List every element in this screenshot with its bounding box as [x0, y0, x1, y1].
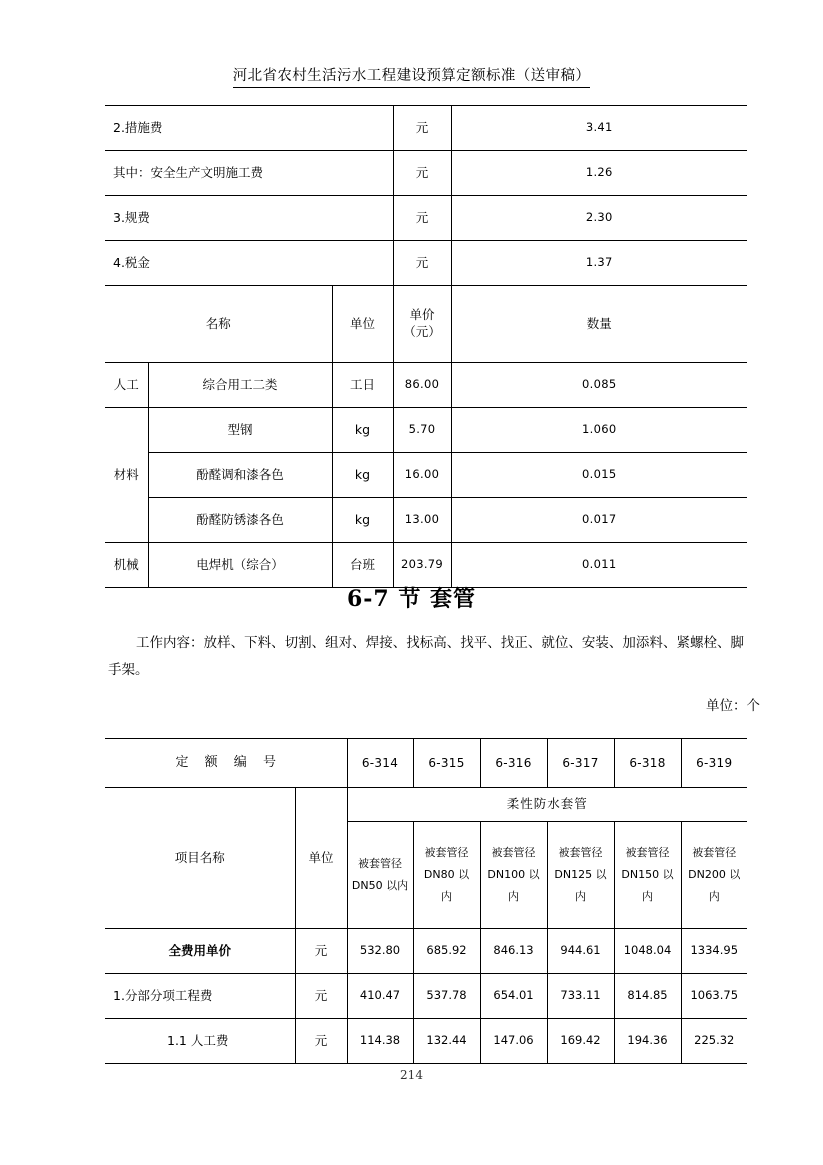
resource-item-price: 5.70	[393, 408, 451, 453]
spec-header: 被套管径 DN80 以 内	[413, 822, 480, 929]
resource-item-qty: 0.011	[451, 543, 747, 588]
resource-item-unit: kg	[332, 408, 393, 453]
table-row	[105, 453, 747, 498]
resource-item-unit: kg	[332, 453, 393, 498]
resource-quantity-header: 数量	[451, 286, 747, 363]
resource-item-unit: 台班	[332, 543, 393, 588]
spec-header: 被套管径 DN200 以内	[681, 822, 747, 929]
fee-unit: 元	[393, 151, 451, 196]
fee-value: 1.26	[451, 151, 747, 196]
resource-name-header: 名称	[105, 286, 332, 363]
spec-header: 被套管径 DN100 以内	[480, 822, 547, 929]
quota-number: 6-317	[547, 739, 614, 788]
quota-number-label: 定 额 编 号	[105, 739, 347, 788]
row-unit: 元	[295, 1019, 347, 1064]
quota-number: 6-318	[614, 739, 681, 788]
table-row	[105, 1019, 747, 1064]
row-value: 114.38	[347, 1019, 413, 1064]
table-row	[105, 974, 747, 1019]
group-header-row	[105, 788, 747, 822]
fee-unit: 元	[393, 196, 451, 241]
row-value: 654.01	[480, 974, 547, 1019]
resource-item-name: 型钢	[148, 408, 332, 453]
header-title: 河北省农村生活污水工程建设预算定额标准（送审稿）	[233, 69, 591, 88]
resource-header-row	[105, 286, 747, 363]
row-value: 169.42	[547, 1019, 614, 1064]
row-unit: 元	[295, 929, 347, 974]
resource-item-price: 203.79	[393, 543, 451, 588]
resource-item-qty: 0.017	[451, 498, 747, 543]
row-value: 733.11	[547, 974, 614, 1019]
row-value: 537.78	[413, 974, 480, 1019]
resource-group-label: 机械	[105, 543, 148, 588]
resource-unit-header: 单位	[332, 286, 393, 363]
row-label: 全费用单价	[105, 929, 295, 974]
item-name-header: 项目名称	[105, 788, 295, 929]
document-header	[0, 68, 823, 88]
table-row	[105, 929, 747, 974]
resource-item-name: 综合用工二类	[148, 363, 332, 408]
row-value: 1063.75	[681, 974, 747, 1019]
row-label: 1.1 人工费	[105, 1019, 295, 1064]
row-value: 1334.95	[681, 929, 747, 974]
row-label: 1.分部分项工程费	[105, 974, 295, 1019]
table-row	[105, 241, 747, 286]
table-row	[105, 408, 747, 453]
resource-item-price: 86.00	[393, 363, 451, 408]
page-number: 214	[400, 1068, 423, 1082]
row-value: 225.32	[681, 1019, 747, 1064]
spec-header: 被套管径 DN125 以 内	[547, 822, 614, 929]
fee-unit: 元	[393, 106, 451, 151]
resource-item-qty: 0.015	[451, 453, 747, 498]
quota-number-row	[105, 739, 747, 788]
fee-value: 3.41	[451, 106, 747, 151]
resource-group-label: 材料	[105, 408, 148, 543]
table-row	[105, 196, 747, 241]
resource-item-unit: kg	[332, 498, 393, 543]
row-value: 147.06	[480, 1019, 547, 1064]
row-value: 532.80	[347, 929, 413, 974]
fee-label: 2.措施费	[105, 106, 393, 151]
resource-item-unit: 工日	[332, 363, 393, 408]
fee-label: 4.税金	[105, 241, 393, 286]
fee-value: 1.37	[451, 241, 747, 286]
quota-table	[105, 738, 747, 1064]
resource-item-price: 13.00	[393, 498, 451, 543]
table-row	[105, 543, 747, 588]
resource-item-name: 酚醛防锈漆各色	[148, 498, 332, 543]
resource-item-qty: 1.060	[451, 408, 747, 453]
fee-value: 2.30	[451, 196, 747, 241]
table-row	[105, 151, 747, 196]
resource-consumption-table	[105, 105, 747, 588]
row-value: 944.61	[547, 929, 614, 974]
section-title: 6-7 节 套管	[346, 586, 477, 612]
unit-of-measure-note: 单位：个	[706, 698, 760, 714]
row-value: 410.47	[347, 974, 413, 1019]
row-value: 194.36	[614, 1019, 681, 1064]
resource-item-name: 酚醛调和漆各色	[148, 453, 332, 498]
quota-number: 6-316	[480, 739, 547, 788]
fee-label: 其中：安全生产文明施工费	[105, 151, 393, 196]
quota-number: 6-315	[413, 739, 480, 788]
quota-number: 6-319	[681, 739, 747, 788]
row-unit: 元	[295, 974, 347, 1019]
table-row	[105, 498, 747, 543]
row-value: 846.13	[480, 929, 547, 974]
resource-item-name: 电焊机（综合）	[148, 543, 332, 588]
group-header: 柔性防水套管	[347, 788, 747, 822]
spec-header: 被套管径 DN150 以内	[614, 822, 681, 929]
fee-label: 3.规费	[105, 196, 393, 241]
unit-header: 单位	[295, 788, 347, 929]
row-value: 814.85	[614, 974, 681, 1019]
resource-group-label: 人工	[105, 363, 148, 408]
spec-header: 被套管径 DN50 以内	[347, 822, 413, 929]
resource-price-header: 单价（元）	[393, 286, 451, 363]
row-value: 1048.04	[614, 929, 681, 974]
table-row	[105, 363, 747, 408]
table-row	[105, 106, 747, 151]
fee-unit: 元	[393, 241, 451, 286]
resource-item-qty: 0.085	[451, 363, 747, 408]
row-value: 132.44	[413, 1019, 480, 1064]
quota-number: 6-314	[347, 739, 413, 788]
work-content-paragraph: 工作内容：放样、下料、切割、组对、焊接、找标高、找平、找正、就位、安装、加添料、紧螺栓、脚手架。	[108, 635, 744, 678]
resource-item-price: 16.00	[393, 453, 451, 498]
row-value: 685.92	[413, 929, 480, 974]
